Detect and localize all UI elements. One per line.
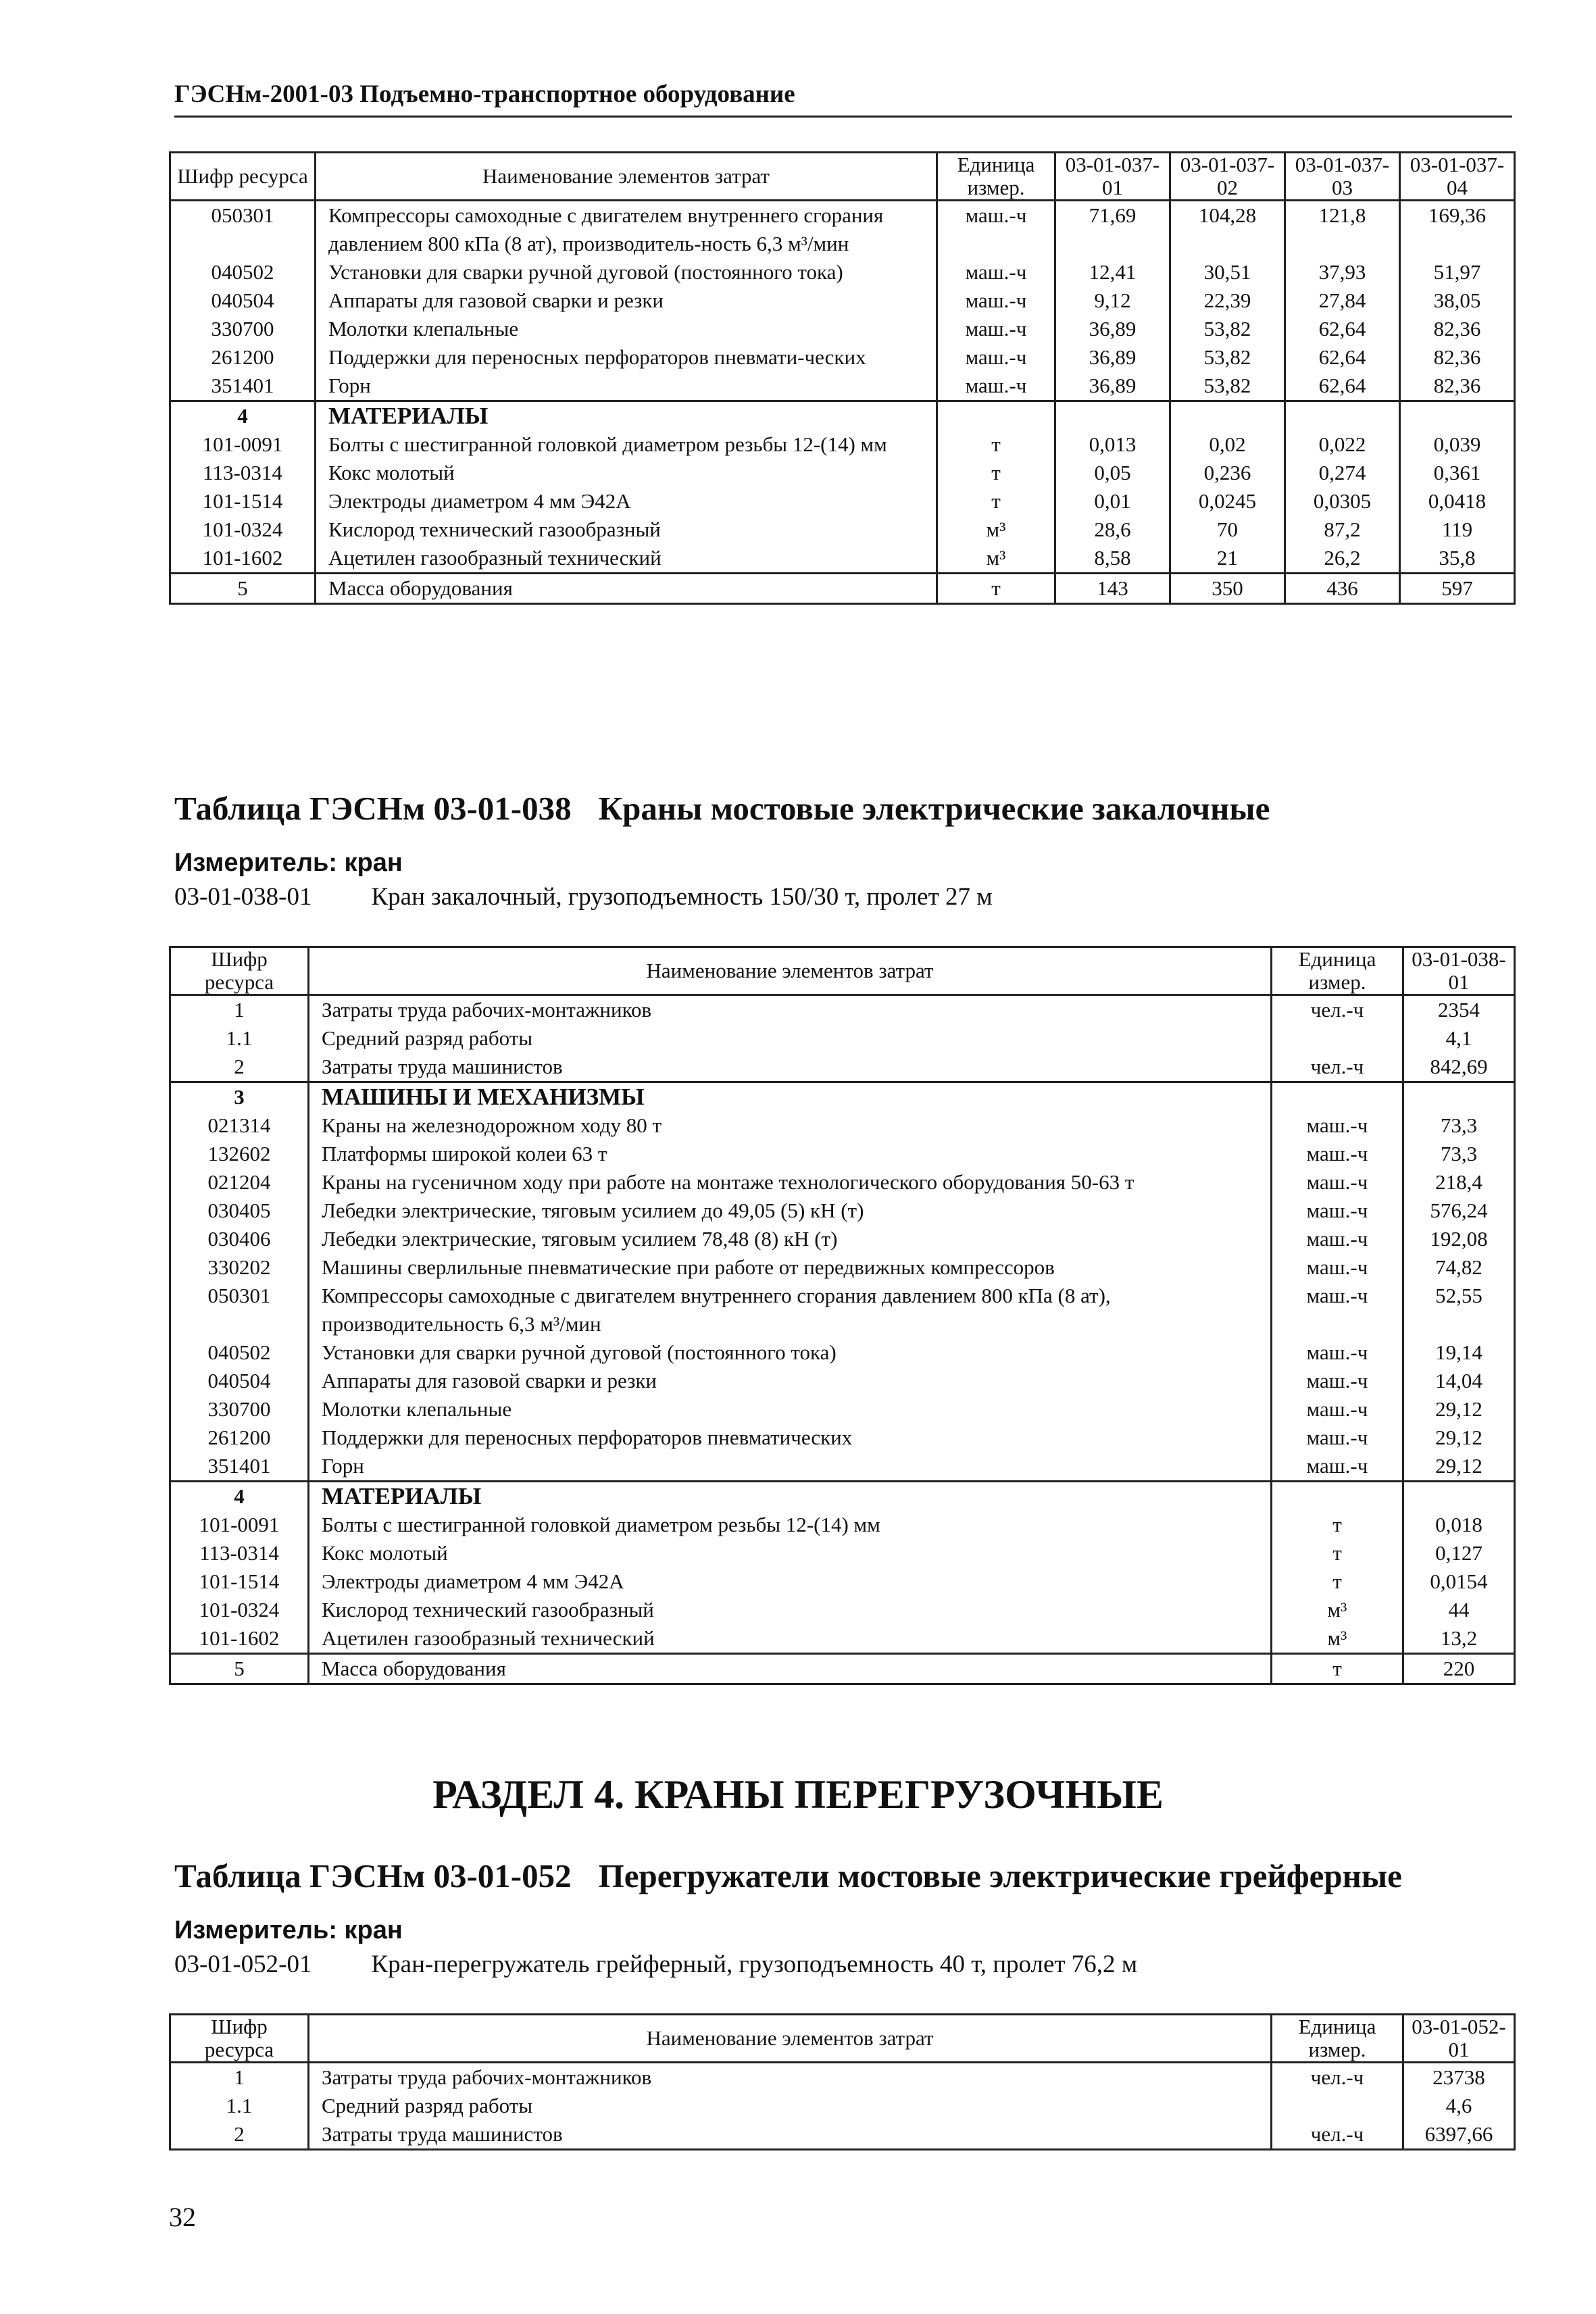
table-038-title-code: Таблица ГЭСНм 03-01-038 xyxy=(174,790,572,827)
norm-value: 576,24 xyxy=(1403,1197,1515,1225)
table-row xyxy=(170,2120,1515,2150)
unit: чел.-ч xyxy=(1272,2063,1403,2092)
header-norm: 03-01-038-01 xyxy=(1403,947,1515,995)
cost-element-name: МАТЕРИАЛЫ xyxy=(309,1482,1272,1511)
header-name: Наименование элементов затрат xyxy=(309,947,1272,995)
norm-value: 36,89 xyxy=(1055,343,1170,372)
resource-code: 050301 xyxy=(170,201,316,259)
table-038-title xyxy=(174,789,1270,828)
resource-code: 101-0324 xyxy=(170,1596,309,1624)
resource-code: 132602 xyxy=(170,1140,309,1168)
norm-value: 0,361 xyxy=(1400,459,1515,487)
unit: маш.-ч xyxy=(1272,1225,1403,1253)
unit: маш.-ч xyxy=(1272,1111,1403,1140)
norm-code: 03-01-052-01 xyxy=(174,1951,312,1978)
resource-code: 101-1514 xyxy=(170,487,316,515)
norm-value: 26,2 xyxy=(1285,544,1400,574)
norm-value: 19,14 xyxy=(1403,1338,1515,1367)
norm-value: 0,022 xyxy=(1285,430,1400,459)
norm-value: 62,64 xyxy=(1285,343,1400,372)
resource-code: 101-1602 xyxy=(170,1624,309,1654)
cost-element-name: Установки для сварки ручной дуговой (постоянного тока) xyxy=(316,258,937,286)
norm-value: 29,12 xyxy=(1403,1452,1515,1482)
cost-element-name: Кислород технический газообразный xyxy=(309,1596,1272,1624)
cost-element-name: Краны на гусеничном ходу при работе на монтаже технологического оборудования 50-63 т xyxy=(309,1168,1272,1197)
unit: маш.-ч xyxy=(937,258,1055,286)
norm-value: 0,0154 xyxy=(1403,1567,1515,1596)
unit xyxy=(1272,1482,1403,1511)
norm-value: 0,039 xyxy=(1400,430,1515,459)
table-row xyxy=(170,1338,1515,1367)
unit: маш.-ч xyxy=(1272,1253,1403,1282)
norm-value: 44 xyxy=(1403,1596,1515,1624)
cost-element-name: Лебедки электрические, тяговым усилием до 49,05 (5) кН (т) xyxy=(309,1197,1272,1225)
table-row xyxy=(170,574,1515,604)
header-norm: 03-01-037-02 xyxy=(1170,153,1285,201)
unit: т xyxy=(937,487,1055,515)
table-row xyxy=(170,1596,1515,1624)
cost-element-name: Аппараты для газовой сварки и резки xyxy=(316,286,937,315)
cost-element-name: Затраты труда рабочих-монтажников xyxy=(309,2063,1272,2092)
resource-code: 101-0091 xyxy=(170,1511,309,1539)
resource-code: 040504 xyxy=(170,1367,309,1395)
cost-element-name: Ацетилен газообразный технический xyxy=(309,1624,1272,1654)
resource-code: 4 xyxy=(170,401,316,431)
norm-value: 192,08 xyxy=(1403,1225,1515,1253)
resource-code: 5 xyxy=(170,1654,309,1684)
norm-value: 13,2 xyxy=(1403,1624,1515,1654)
resource-code: 021314 xyxy=(170,1111,309,1140)
norm-value: 169,36 xyxy=(1400,201,1515,259)
table-row xyxy=(170,1452,1515,1482)
norm-value: 9,12 xyxy=(1055,286,1170,315)
resource-code: 101-0091 xyxy=(170,430,316,459)
table-row xyxy=(170,1282,1515,1338)
norm-value: 0,0305 xyxy=(1285,487,1400,515)
norm-value: 23738 xyxy=(1403,2063,1515,2092)
norm-value: 218,4 xyxy=(1403,1168,1515,1197)
table-052-title xyxy=(174,1857,1402,1895)
resource-code: 351401 xyxy=(170,1452,309,1482)
table-row xyxy=(170,1024,1515,1053)
resource-code: 101-0324 xyxy=(170,515,316,544)
unit: маш.-ч xyxy=(937,286,1055,315)
resource-code: 1.1 xyxy=(170,1024,309,1053)
unit: маш.-ч xyxy=(937,201,1055,259)
cost-element-name: Поддержки для переносных перфораторов пневмати-ческих xyxy=(316,343,937,372)
norm-table-038 xyxy=(169,946,1516,1685)
header-norm: 03-01-037-01 xyxy=(1055,153,1170,201)
norm-value: 4,6 xyxy=(1403,2092,1515,2120)
resource-code: 021204 xyxy=(170,1168,309,1197)
resource-code: 1 xyxy=(170,995,309,1025)
header-norm: 03-01-037-04 xyxy=(1400,153,1515,201)
norm-value: 27,84 xyxy=(1285,286,1400,315)
table-row xyxy=(170,1197,1515,1225)
table-row xyxy=(170,459,1515,487)
unit xyxy=(1272,1024,1403,1053)
cost-element-name: Затраты труда рабочих-монтажников xyxy=(309,995,1272,1025)
resource-code: 330700 xyxy=(170,1395,309,1424)
unit: маш.-ч xyxy=(1272,1140,1403,1168)
norm-value: 14,04 xyxy=(1403,1367,1515,1395)
norm-code: 03-01-038-01 xyxy=(174,883,312,911)
unit: т xyxy=(1272,1654,1403,1684)
norm-value: 53,82 xyxy=(1170,315,1285,343)
table-row xyxy=(170,515,1515,544)
unit: т xyxy=(937,459,1055,487)
section-heading: РАЗДЕЛ 4. КРАНЫ ПЕРЕГРУЗОЧНЫЕ xyxy=(432,1772,1164,1817)
norm-value: 87,2 xyxy=(1285,515,1400,544)
norm-value: 0,0245 xyxy=(1170,487,1285,515)
unit: маш.-ч xyxy=(1272,1338,1403,1367)
norm-value: 0,013 xyxy=(1055,430,1170,459)
table-row xyxy=(170,1654,1515,1684)
header-name: Наименование элементов затрат xyxy=(309,2015,1272,2063)
cost-element-name: Болты с шестигранной головкой диаметром резьбы 12-(14) мм xyxy=(316,430,937,459)
unit: т xyxy=(1272,1539,1403,1567)
unit: т xyxy=(1272,1567,1403,1596)
header-code: Шифр ресурса xyxy=(170,947,309,995)
unit: т xyxy=(937,430,1055,459)
cost-element-name: Кислород технический газообразный xyxy=(316,515,937,544)
unit: маш.-ч xyxy=(1272,1197,1403,1225)
cost-element-name: Молотки клепальные xyxy=(309,1395,1272,1424)
unit: маш.-ч xyxy=(1272,1367,1403,1395)
norm-value: 62,64 xyxy=(1285,372,1400,401)
table-row xyxy=(170,1567,1515,1596)
unit: маш.-ч xyxy=(1272,1424,1403,1452)
norm-value: 597 xyxy=(1400,574,1515,604)
unit: маш.-ч xyxy=(937,343,1055,372)
table-row xyxy=(170,1253,1515,1282)
header-unit: Единица измер. xyxy=(1272,2015,1403,2063)
table-row xyxy=(170,487,1515,515)
table-row xyxy=(170,1624,1515,1654)
unit: м³ xyxy=(937,544,1055,574)
norm-value: 82,36 xyxy=(1400,343,1515,372)
cost-element-name: Компрессоры самоходные с двигателем внутреннего сгорания давлением 800 кПа (8 ат), производитель-ность 6,3 м³/мин xyxy=(316,201,937,259)
norm-value: 6397,66 xyxy=(1403,2120,1515,2150)
unit: чел.-ч xyxy=(1272,995,1403,1025)
norm-value xyxy=(1403,1482,1515,1511)
unit: м³ xyxy=(937,515,1055,544)
unit: т xyxy=(937,574,1055,604)
norm-value: 53,82 xyxy=(1170,343,1285,372)
cost-element-name: Болты с шестигранной головкой диаметром резьбы 12-(14) мм xyxy=(309,1511,1272,1539)
cost-element-name: Электроды диаметром 4 мм Э42А xyxy=(316,487,937,515)
cost-element-name: Ацетилен газообразный технический xyxy=(316,544,937,574)
table-header-row xyxy=(170,153,1515,201)
resource-code: 113-0314 xyxy=(170,459,316,487)
norm-value: 82,36 xyxy=(1400,315,1515,343)
norm-value: 119 xyxy=(1400,515,1515,544)
norm-value: 73,3 xyxy=(1403,1111,1515,1140)
table-row xyxy=(170,1395,1515,1424)
resource-code: 101-1514 xyxy=(170,1567,309,1596)
table-header-row xyxy=(170,947,1515,995)
cost-element-name: Затраты труда машинистов xyxy=(309,2120,1272,2150)
norm-value xyxy=(1170,401,1285,431)
norm-value: 29,12 xyxy=(1403,1424,1515,1452)
norm-value: 143 xyxy=(1055,574,1170,604)
header-code: Шифр ресурса xyxy=(170,153,316,201)
table-row xyxy=(170,286,1515,315)
norm-value: 0,274 xyxy=(1285,459,1400,487)
norm-value: 842,69 xyxy=(1403,1053,1515,1082)
cost-element-name: Электроды диаметром 4 мм Э42А xyxy=(309,1567,1272,1596)
norm-value: 0,127 xyxy=(1403,1539,1515,1567)
norm-description: Кран-перегружатель грейферный, грузоподъемность 40 т, пролет 76,2 м xyxy=(371,1951,1138,1978)
norm-description: Кран закалочный, грузоподъемность 150/30 т, пролет 27 м xyxy=(371,883,993,911)
norm-value: 38,05 xyxy=(1400,286,1515,315)
resource-code: 040502 xyxy=(170,1338,309,1367)
norm-value: 0,01 xyxy=(1055,487,1170,515)
header-norm: 03-01-052-01 xyxy=(1403,2015,1515,2063)
norm-value: 0,0418 xyxy=(1400,487,1515,515)
unit xyxy=(1272,1082,1403,1112)
norm-table-037 xyxy=(169,151,1516,605)
table-section-row xyxy=(170,1082,1515,1112)
norm-value: 35,8 xyxy=(1400,544,1515,574)
resource-code: 330700 xyxy=(170,315,316,343)
resource-code: 3 xyxy=(170,1082,309,1112)
norm-value: 37,93 xyxy=(1285,258,1400,286)
resource-code: 2 xyxy=(170,1053,309,1082)
norm-value xyxy=(1400,401,1515,431)
cost-element-name: МАШИНЫ И МЕХАНИЗМЫ xyxy=(309,1082,1272,1112)
header-name: Наименование элементов затрат xyxy=(316,153,937,201)
norm-value xyxy=(1403,1082,1515,1112)
resource-code: 050301 xyxy=(170,1282,309,1338)
norm-value: 104,28 xyxy=(1170,201,1285,259)
cost-element-name: Горн xyxy=(309,1452,1272,1482)
table-row xyxy=(170,258,1515,286)
cost-element-name: МАТЕРИАЛЫ xyxy=(316,401,937,431)
resource-code: 5 xyxy=(170,574,316,604)
norm-value: 22,39 xyxy=(1170,286,1285,315)
cost-element-name: Платформы широкой колеи 63 т xyxy=(309,1140,1272,1168)
header-unit: Единица измер. xyxy=(1272,947,1403,995)
resource-code: 4 xyxy=(170,1482,309,1511)
table-row xyxy=(170,1168,1515,1197)
table-row xyxy=(170,1111,1515,1140)
table-row xyxy=(170,1140,1515,1168)
cost-element-name: Затраты труда машинистов xyxy=(309,1053,1272,1082)
table-row xyxy=(170,2063,1515,2092)
cost-element-name: Масса оборудования xyxy=(309,1654,1272,1684)
norm-value: 62,64 xyxy=(1285,315,1400,343)
norm-value: 36,89 xyxy=(1055,372,1170,401)
unit: маш.-ч xyxy=(937,315,1055,343)
norm-value: 21 xyxy=(1170,544,1285,574)
norm-value: 74,82 xyxy=(1403,1253,1515,1282)
resource-code: 351401 xyxy=(170,372,316,401)
norm-value: 29,12 xyxy=(1403,1395,1515,1424)
norm-value: 0,018 xyxy=(1403,1511,1515,1539)
resource-code: 261200 xyxy=(170,343,316,372)
resource-code: 2 xyxy=(170,2120,309,2150)
cost-element-name: Кокс молотый xyxy=(316,459,937,487)
unit: чел.-ч xyxy=(1272,2120,1403,2150)
table-row xyxy=(170,544,1515,574)
cost-element-name: Средний разряд работы xyxy=(309,2092,1272,2120)
table-row xyxy=(170,2092,1515,2120)
cost-element-name: Горн xyxy=(316,372,937,401)
unit: т xyxy=(1272,1511,1403,1539)
norm-value: 12,41 xyxy=(1055,258,1170,286)
cost-element-name: Машины сверлильные пневматические при работе от передвижных компрессоров xyxy=(309,1253,1272,1282)
table-row xyxy=(170,1424,1515,1452)
table-row xyxy=(170,1225,1515,1253)
norm-table-052 xyxy=(169,2013,1516,2150)
norm-value: 51,97 xyxy=(1400,258,1515,286)
norm-value xyxy=(1285,401,1400,431)
unit: маш.-ч xyxy=(1272,1452,1403,1482)
cost-element-name: Установки для сварки ручной дуговой (постоянного тока) xyxy=(309,1338,1272,1367)
page-number: 32 xyxy=(169,2202,196,2232)
resource-code: 101-1602 xyxy=(170,544,316,574)
norm-value: 0,05 xyxy=(1055,459,1170,487)
table-row xyxy=(170,1367,1515,1395)
table-038-title-name: Краны мостовые электрические закалочные xyxy=(598,790,1270,827)
table-052-title-code: Таблица ГЭСНм 03-01-052 xyxy=(174,1857,572,1894)
table-052-title-name: Перегружатели мостовые электрические грейферные xyxy=(598,1857,1402,1894)
resource-code: 1 xyxy=(170,2063,309,2092)
unit: маш.-ч xyxy=(937,372,1055,401)
unit: м³ xyxy=(1272,1624,1403,1654)
resource-code: 030405 xyxy=(170,1197,309,1225)
norm-value: 2354 xyxy=(1403,995,1515,1025)
norm-value: 0,236 xyxy=(1170,459,1285,487)
table-row xyxy=(170,372,1515,401)
table-row xyxy=(170,430,1515,459)
norm-value: 71,69 xyxy=(1055,201,1170,259)
cost-element-name: Аппараты для газовой сварки и резки xyxy=(309,1367,1272,1395)
norm-value: 36,89 xyxy=(1055,315,1170,343)
norm-value: 0,02 xyxy=(1170,430,1285,459)
header-unit: Единица измер. xyxy=(937,153,1055,201)
cost-element-name: Компрессоры самоходные с двигателем внутреннего сгорания давлением 800 кПа (8 ат), производительность 6,3 м³/мин xyxy=(309,1282,1272,1338)
resource-code: 1.1 xyxy=(170,2092,309,2120)
resource-code: 330202 xyxy=(170,1253,309,1282)
table-row xyxy=(170,315,1515,343)
resource-code: 261200 xyxy=(170,1424,309,1452)
unit: чел.-ч xyxy=(1272,1053,1403,1082)
norm-value: 8,58 xyxy=(1055,544,1170,574)
table-header-row xyxy=(170,2015,1515,2063)
table-row xyxy=(170,343,1515,372)
resource-code: 040504 xyxy=(170,286,316,315)
norm-value xyxy=(1055,401,1170,431)
norm-value: 30,51 xyxy=(1170,258,1285,286)
running-header: ГЭСНм-2001-03 Подъемно-транспортное оборудование xyxy=(174,80,1512,118)
norm-value: 53,82 xyxy=(1170,372,1285,401)
table-038-norm-line xyxy=(174,882,993,911)
norm-value: 28,6 xyxy=(1055,515,1170,544)
table-row xyxy=(170,1511,1515,1539)
table-row xyxy=(170,1053,1515,1082)
resource-code: 030406 xyxy=(170,1225,309,1253)
norm-value: 350 xyxy=(1170,574,1285,604)
cost-element-name: Лебедки электрические, тяговым усилием 78,48 (8) кН (т) xyxy=(309,1225,1272,1253)
table-section-row xyxy=(170,401,1515,431)
norm-value: 220 xyxy=(1403,1654,1515,1684)
norm-value: 70 xyxy=(1170,515,1285,544)
resource-code: 113-0314 xyxy=(170,1539,309,1567)
cost-element-name: Кокс молотый xyxy=(309,1539,1272,1567)
table-052-measure: Измеритель: кран xyxy=(174,1916,403,1944)
cost-element-name: Краны на железнодорожном ходу 80 т xyxy=(309,1111,1272,1140)
unit xyxy=(1272,2092,1403,2120)
cost-element-name: Поддержки для переносных перфораторов пневматических xyxy=(309,1424,1272,1452)
cost-element-name: Масса оборудования xyxy=(316,574,937,604)
header-norm: 03-01-037-03 xyxy=(1285,153,1400,201)
norm-value: 436 xyxy=(1285,574,1400,604)
unit: маш.-ч xyxy=(1272,1282,1403,1338)
unit: м³ xyxy=(1272,1596,1403,1624)
cost-element-name: Средний разряд работы xyxy=(309,1024,1272,1053)
norm-value: 73,3 xyxy=(1403,1140,1515,1168)
norm-value: 121,8 xyxy=(1285,201,1400,259)
header-code: Шифр ресурса xyxy=(170,2015,309,2063)
resource-code: 040502 xyxy=(170,258,316,286)
unit: маш.-ч xyxy=(1272,1395,1403,1424)
table-row xyxy=(170,995,1515,1025)
table-038-measure: Измеритель: кран xyxy=(174,849,403,877)
norm-value: 82,36 xyxy=(1400,372,1515,401)
table-052-norm-line xyxy=(174,1950,1137,1979)
unit: маш.-ч xyxy=(1272,1168,1403,1197)
table-row xyxy=(170,201,1515,259)
norm-value: 52,55 xyxy=(1403,1282,1515,1338)
table-section-row xyxy=(170,1482,1515,1511)
unit xyxy=(937,401,1055,431)
norm-value: 4,1 xyxy=(1403,1024,1515,1053)
cost-element-name: Молотки клепальные xyxy=(316,315,937,343)
table-row xyxy=(170,1539,1515,1567)
